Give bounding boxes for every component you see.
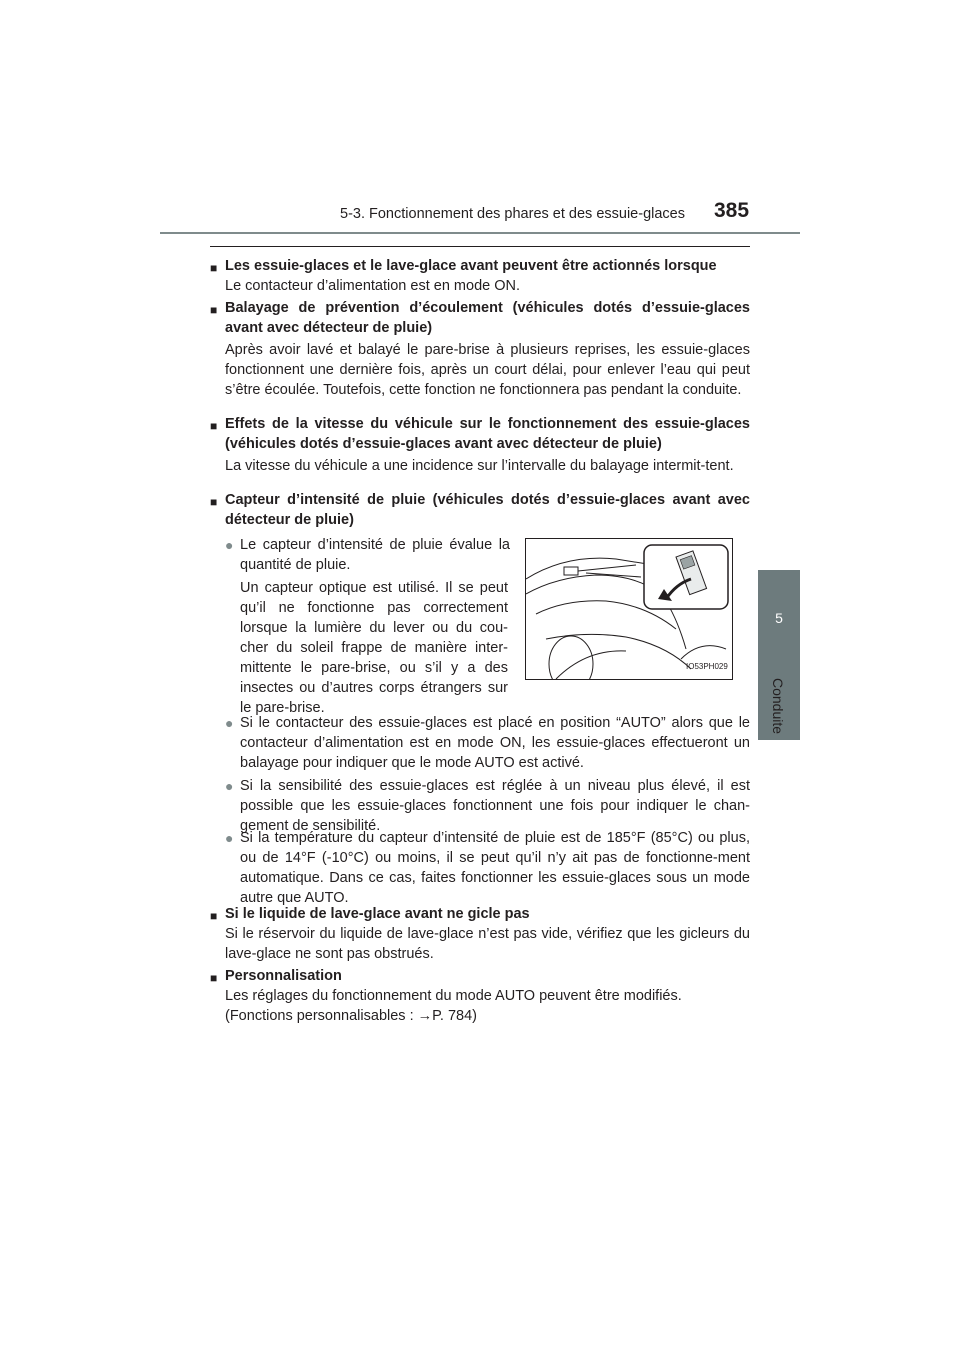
chapter-number: 5 <box>775 610 783 626</box>
chapter-label: Conduite <box>770 678 786 735</box>
section-2 <box>210 298 750 400</box>
section-body: Si le réservoir du liquide de lave-glace n’est pas vide, vérifiez que les gicleurs du lave-glace ne sont pas obstrués. <box>225 926 750 962</box>
square-bullet-icon: ■ <box>210 495 218 509</box>
square-bullet-icon: ■ <box>210 971 218 985</box>
square-bullet-icon: ■ <box>210 909 218 923</box>
rain-sensor-illustration <box>525 538 733 680</box>
bullet-text: Un capteur optique est utilisé. Il se peut qu’il ne fonctionne pas correctement lorsque la lumière du lever ou du cou-cher du soleil frappe de manière inter-mittente le pare-brise, ou s’il y a des insectes ou d’autres corps étrangers sur le pare-brise. <box>240 580 508 716</box>
section-3 <box>210 414 750 476</box>
section-heading: Balayage de prévention d’écoulement (véhicules dotés d’essuie-glaces avant avec détecteur de pluie) <box>225 300 750 336</box>
page-reference: (Fonctions personnalisables : →P. 784) <box>225 1008 478 1024</box>
section-5 <box>210 904 750 964</box>
section-title: 5-3. Fonctionnement des phares et des essuie-glaces <box>340 206 685 222</box>
section-heading: Effets de la vitesse du véhicule sur le fonctionnement des essuie-glaces (véhicules dotés d’essuie-glaces avant avec détecteur de pluie) <box>225 416 750 452</box>
circle-bullet-icon: ● <box>225 830 234 846</box>
section-6 <box>210 966 750 1026</box>
section-heading: Les essuie-glaces et le lave-glace avant peuvent être actionnés lorsque <box>225 258 717 274</box>
bullet-item <box>225 713 750 773</box>
car-windshield-illustration <box>526 539 732 679</box>
bullet-item <box>225 828 750 908</box>
section-body: Après avoir lavé et balayé le pare-brise à plusieurs reprises, les essuie-glaces fonctionnent une dernière fois, après un court délai, pour enlever l’eau qui peut s’être écoulée. Toutefois, cette fonction ne fonctionnera pas pendant la conduite. <box>225 342 750 398</box>
circle-bullet-icon: ● <box>225 778 234 794</box>
square-bullet-icon: ■ <box>210 261 218 275</box>
circle-bullet-icon: ● <box>225 715 234 731</box>
circle-bullet-icon: ● <box>225 537 234 553</box>
header-rule <box>160 232 800 234</box>
section-heading: Si le liquide de lave-glace avant ne gicle pas <box>225 906 530 922</box>
square-bullet-icon: ■ <box>210 419 218 433</box>
figure-code: IO53PH029 <box>686 662 728 671</box>
section-4 <box>210 490 750 530</box>
bullet-text: Si la sensibilité des essuie-glaces est réglée à un niveau plus élevé, il est possible que les essuie-glaces fonctionnent une fois pour indiquer le chan-gement de sensibilité. <box>240 778 750 834</box>
section-1 <box>210 256 750 296</box>
bullet-text: Si le contacteur des essuie-glaces est placé en position “AUTO” alors que le contacteur d’alimentation est en mode ON, les essuie-glaces effectueront un balayage pour indiquer que le mode AUTO est activé. <box>240 715 750 771</box>
section-body: La vitesse du véhicule a une incidence sur l’intervalle du balayage intermit-tent. <box>225 458 734 474</box>
section-heading: Capteur d’intensité de pluie (véhicules dotés d’essuie-glaces avant avec détecteur de pluie) <box>225 492 750 528</box>
bullet-item <box>225 535 510 575</box>
square-bullet-icon: ■ <box>210 303 218 317</box>
section-heading: Personnalisation <box>225 968 342 984</box>
section-body: Le contacteur d’alimentation est en mode ON. <box>225 278 520 294</box>
bullet-text: Le capteur d’intensité de pluie évalue la quantité de pluie. <box>240 537 510 573</box>
content-rule <box>210 246 750 247</box>
bullet-item <box>225 776 750 836</box>
page-number: 385 <box>714 199 750 222</box>
section-body: Les réglages du fonctionnement du mode AUTO peuvent être modifiés. <box>225 988 682 1004</box>
bullet-text: Si la température du capteur d’intensité de pluie est de 185°F (85°C) ou plus, ou de 14°F (-10°C) ou moins, il se peut qu’il n’y ait pas de fonctionne-ment automatique. Dans ce cas, faites fonctionner les essuie-glaces sous un mode autre que AUTO. <box>240 830 750 906</box>
bullet-continuation <box>240 578 508 718</box>
